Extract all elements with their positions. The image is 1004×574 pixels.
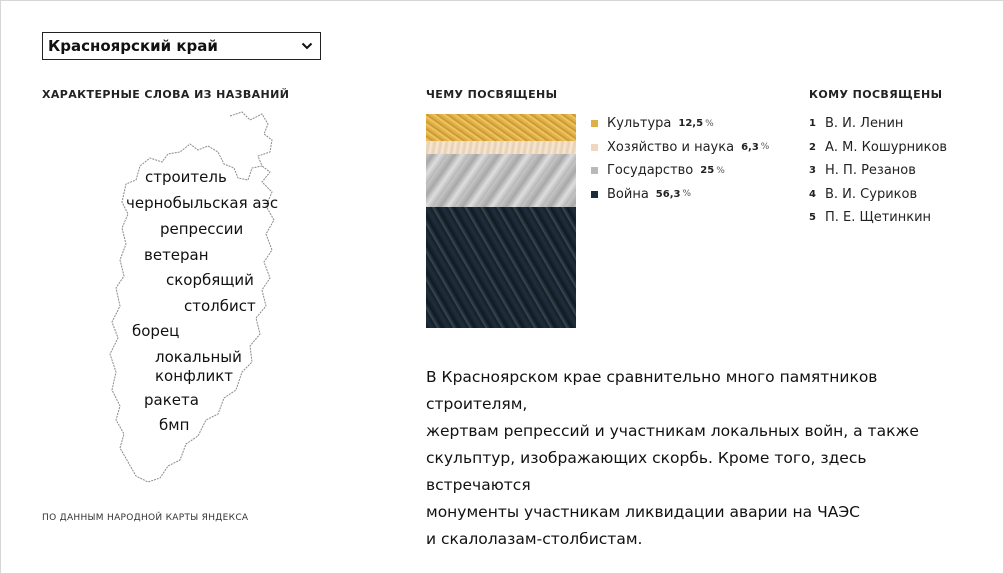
word: борец [132,322,180,340]
region-select[interactable] [42,32,321,60]
person-name: В. И. Ленин [825,116,904,132]
legend-item [591,159,769,183]
description-line: скульптур, изображающих скорбь. Кроме того, здесь встречаются [426,449,867,494]
stack-segment [426,207,576,328]
region-select-value: Красноярский край [48,37,218,55]
person-item [809,136,947,160]
legend-value: 56,3 [655,188,681,200]
legend-value: 12,5 [678,118,704,130]
word: конфликт [155,367,234,385]
word: репрессии [160,220,244,238]
person-rank: 5 [809,212,816,224]
word: чернобыльская аэс [126,194,279,212]
word: скорбящий [166,271,254,289]
legend-value: 6,3 [741,141,759,153]
legend-swatch [591,144,598,151]
legend-item [591,112,769,136]
stack-segment [426,154,576,207]
percent-sign: % [682,189,692,200]
legend-swatch [591,191,598,198]
person-name: П. Е. Щетинкин [825,210,932,226]
description-line: В Красноярском крае сравнительно много памятников строителям, [426,368,878,413]
stack-segment [426,141,576,154]
description-line: жертвам репрессий и участникам локальных войн, а также [426,422,919,440]
region-map [102,110,292,490]
word: локальный [155,348,242,366]
person-item [809,112,947,136]
source-note: ПО ДАННЫМ НАРОДНОЙ КАРТЫ ЯНДЕКСА [42,513,249,523]
dedication-heading: ЧЕМУ ПОСВЯЩЕНЫ [426,88,558,101]
legend-label: Война [607,186,649,202]
word: ракета [144,391,199,409]
percent-sign: % [760,142,770,153]
chevron-down-icon [294,33,320,59]
people-list [809,112,947,230]
person-name: В. И. Суриков [825,186,918,202]
percent-sign: % [705,118,714,129]
people-heading: КОМУ ПОСВЯЩЕНЫ [809,88,943,101]
legend-label: Культура [607,116,672,132]
person-rank: 1 [809,118,816,130]
description [426,364,971,553]
description-line: и скалолазам-столбистам. [426,530,643,548]
word: строитель [145,168,227,186]
dedication-stacked-bar [426,114,576,328]
person-item [809,159,947,183]
word: ветеран [144,246,209,264]
stack-segment [426,114,576,141]
legend-item [591,136,769,160]
legend-label: Государство [607,163,694,179]
word: бмп [159,416,190,434]
legend-item [591,183,769,207]
person-item [809,206,947,230]
person-rank: 2 [809,141,816,153]
percent-sign: % [716,165,725,176]
legend-swatch [591,167,598,174]
legend-value: 25 [700,165,715,177]
description-line: монументы участникам ликвидации аварии на ЧАЭС [426,503,860,521]
legend-label: Хозяйство и наука [607,139,735,155]
person-rank: 4 [809,188,816,200]
person-name: Н. П. Резанов [825,163,916,179]
person-rank: 3 [809,165,816,177]
words-heading: ХАРАКТЕРНЫЕ СЛОВА ИЗ НАЗВАНИЙ [42,88,290,101]
dedication-legend [591,112,769,206]
word: столбист [184,297,256,315]
person-name: А. М. Кошурников [825,139,948,155]
legend-swatch [591,120,598,127]
person-item [809,183,947,207]
